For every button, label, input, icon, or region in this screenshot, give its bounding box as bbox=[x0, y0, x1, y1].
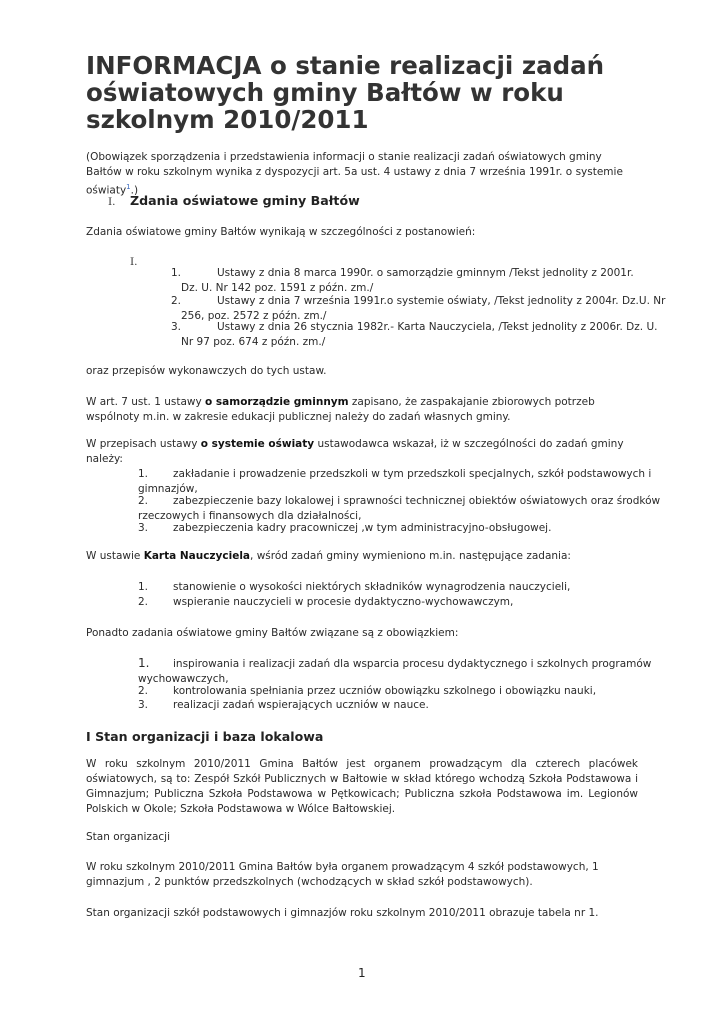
list-text: inspirowania i realizacji zadań dla wsparcia procesu dydaktycznego i szkolnych programów bbox=[173, 658, 652, 670]
list-item bbox=[138, 684, 596, 699]
list-item bbox=[138, 595, 513, 610]
karta-bold: Karta Nauczyciela bbox=[143, 550, 251, 562]
section-1-number: I. bbox=[108, 196, 116, 208]
list-text-cont: gimnazjów, bbox=[138, 483, 198, 495]
organ-paragraph: W roku szkolnym 2010/2011 Gmina Bałtów jest organem prowadzącym dla czterech placówek oświatowych, są to: Zespół Szkół Publicznych w Bałtowie w skład którego wchodzą Szkoła Podstawowa i Gimnazjum; Publiczna Szkoła Podstawowa w Pętkowicach; Publiczna szkoła Podstawowa im. Legionów Polskich w Okole; Szkoła Podstawowa w Wólce Bałtowskiej. bbox=[86, 758, 638, 815]
list-text: kontrolowania spełniania przez uczniów obowiązku szkolnego i obowiązku nauki, bbox=[173, 685, 597, 697]
law-text: Ustawy z dnia 7 września 1991r.o systemie oświaty, /Tekst jednolity z 2004r. Dz.U. Nr bbox=[217, 295, 666, 307]
list-item bbox=[138, 521, 551, 536]
law-number: 3. bbox=[171, 321, 182, 333]
list-text: wspieranie nauczycieli w procesie dydaktyczno-wychowawczym, bbox=[173, 596, 514, 608]
page-title: INFORMACJA o stanie realizacji zadań oświatowych gminy Bałtów w roku szkolnym 2010/2011 bbox=[86, 51, 605, 134]
list-text-cont: wychowawczych, bbox=[138, 673, 229, 685]
list-text-cont: rzeczowych i finansowych dla działalności, bbox=[138, 510, 362, 522]
intro-paragraph bbox=[86, 150, 638, 199]
art7-pre: W art. 7 ust. 1 ustawy bbox=[86, 396, 206, 408]
page-number: 1 bbox=[358, 966, 366, 980]
list-item bbox=[138, 698, 429, 713]
list-item bbox=[138, 656, 651, 687]
karta-pre: W ustawie bbox=[86, 550, 144, 562]
oraz-paragraph: oraz przepisów wykonawczych do tych ustaw. bbox=[86, 365, 327, 377]
law-text-cont: 256, poz. 2572 z późn. zm./ bbox=[181, 310, 327, 322]
list-number: 1. bbox=[138, 656, 150, 670]
art7-paragraph bbox=[86, 395, 638, 425]
karta-post: , wśród zadań gminy wymieniono m.in. następujące zadania: bbox=[250, 550, 571, 562]
law-number: 2. bbox=[171, 295, 182, 307]
roku-paragraph: W roku szkolnym 2010/2011 Gmina Bałtów była organem prowadzącym 4 szkół podstawowych, 1 gimnazjum , 2 punktów przedszkolnych (wchodzących w skład szkół podstawowych). bbox=[86, 861, 599, 888]
intro-text: (Obowiązek sporządzenia i przedstawienia informacji o stanie realizacji zadań oświatowych gminy Bałtów w roku szkolnym wynika z dyspozycji art. 5a ust. 4 ustawy z dnia 7 września 1991r. o systemie oświaty bbox=[86, 151, 623, 197]
list-item bbox=[138, 580, 570, 595]
karta-paragraph bbox=[86, 549, 638, 564]
systemie-pre: W przepisach ustawy bbox=[86, 438, 201, 450]
stan-paragraph: Stan organizacji bbox=[86, 831, 170, 843]
systemie-bold: o systemie oświaty bbox=[200, 438, 315, 450]
list-number: 1. bbox=[138, 468, 149, 480]
list-text: stanowienie o wysokości niektórych składników wynagrodzenia nauczycieli, bbox=[173, 581, 571, 593]
roman-list-marker: I. bbox=[130, 256, 138, 268]
law-text-cont: Dz. U. Nr 142 poz. 1591 z późn. zm./ bbox=[181, 282, 374, 294]
list-number: 3. bbox=[138, 699, 149, 711]
list-text: realizacji zadań wspierających uczniów w nauce. bbox=[173, 699, 429, 711]
zdania-paragraph: Zdania oświatowe gminy Bałtów wynikają w szczególności z postanowień: bbox=[86, 226, 476, 238]
law-text: Ustawy z dnia 8 marca 1990r. o samorządzie gminnym /Tekst jednolity z 2001r. bbox=[217, 267, 634, 279]
list-text: zabezpieczenia kadry pracowniczej ,w tym administracyjno-obsługowej. bbox=[173, 522, 552, 534]
list-item bbox=[138, 467, 651, 497]
footnote-link[interactable]: 1 bbox=[126, 183, 131, 191]
ponadto-paragraph: Ponadto zadania oświatowe gminy Bałtów związane są z obowiązkiem: bbox=[86, 627, 459, 639]
law-number: 1. bbox=[171, 267, 182, 279]
list-number: 2. bbox=[138, 596, 149, 608]
systemie-paragraph bbox=[86, 437, 638, 467]
section-1-title: Zdania oświatowe gminy Bałtów bbox=[130, 193, 360, 208]
list-number: 1. bbox=[138, 581, 149, 593]
list-item bbox=[138, 494, 660, 524]
law-text: Ustawy z dnia 26 stycznia 1982r.- Karta Nauczyciela, /Tekst jednolity z 2006r. Dz. U. bbox=[217, 321, 658, 333]
section-2-title: I Stan organizacji i baza lokalowa bbox=[86, 729, 324, 744]
art7-post: zapisano, że zaspakajanie zbiorowych potrzeb wspólnoty m.in. w zakresie edukacji publicznej należy do zadań własnych gminy. bbox=[86, 396, 595, 423]
law-text-cont: Nr 97 poz. 674 z późn. zm./ bbox=[181, 336, 326, 348]
list-number: 2. bbox=[138, 685, 149, 697]
list-text: zakładanie i prowadzenie przedszkoli w tym przedszkoli specjalnych, szkół podstawowych i bbox=[173, 468, 652, 480]
list-text: zabezpieczenie bazy lokalowej i sprawności technicznej obiektów oświatowych oraz środków bbox=[173, 495, 661, 507]
art7-bold: o samorządzie gminnym bbox=[205, 396, 349, 408]
systemie-post: ustawodawca wskazał, iż w szczególności do zadań gminy należy: bbox=[86, 438, 624, 465]
intro-close: .) bbox=[130, 184, 139, 197]
tabela-paragraph: Stan organizacji szkół podstawowych i gimnazjów roku szkolnym 2010/2011 obrazuje tabela nr 1. bbox=[86, 907, 599, 919]
list-number: 2. bbox=[138, 495, 149, 507]
list-number: 3. bbox=[138, 522, 149, 534]
law-item bbox=[171, 266, 634, 296]
law-item bbox=[171, 320, 657, 350]
